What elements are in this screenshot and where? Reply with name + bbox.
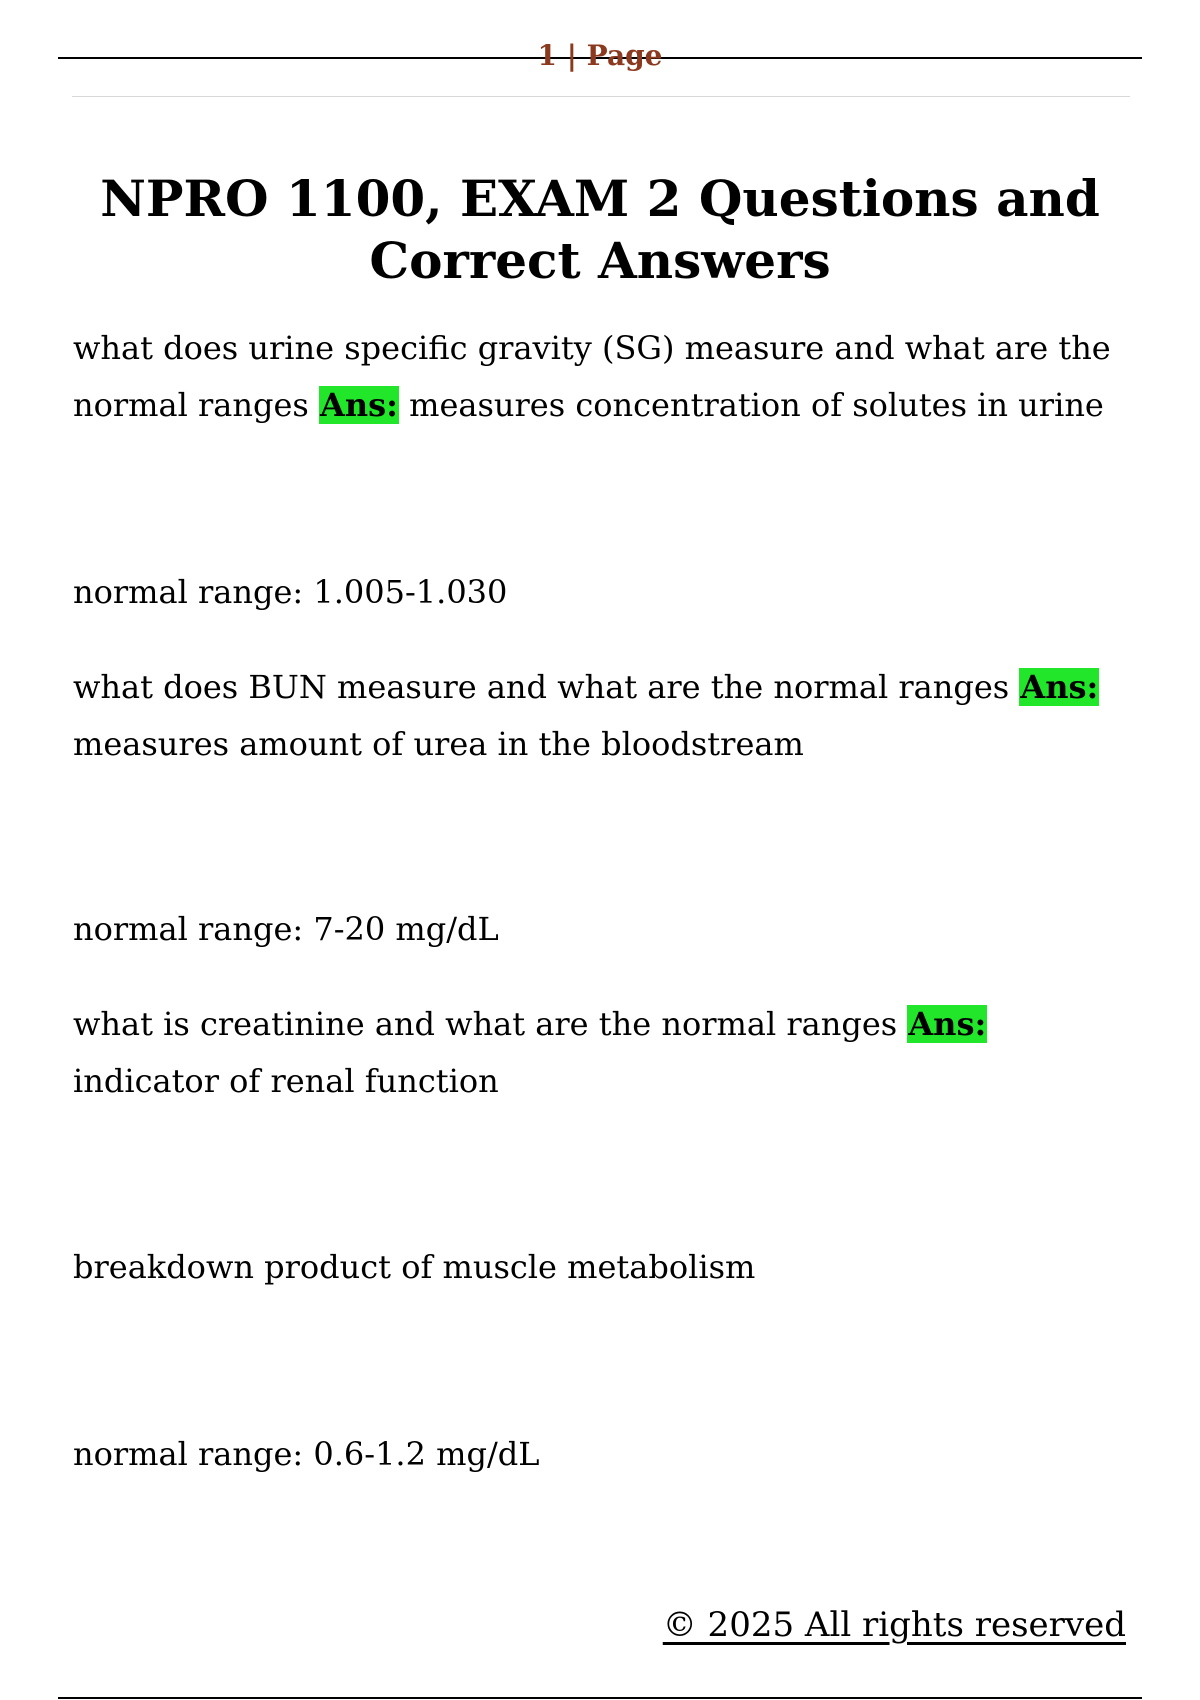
- answer-text: indicator of renal function: [73, 1062, 499, 1100]
- qa-entry-1: [73, 320, 1133, 434]
- question-text: what does BUN measure and what are the normal ranges: [73, 668, 1020, 706]
- qa-entry-3: [73, 996, 1133, 1110]
- qa-entry-2: [73, 659, 1133, 773]
- answer-detail-line: normal range: 0.6-1.2 mg/dL: [73, 1435, 540, 1473]
- answer-text: measures amount of urea in the bloodstream: [73, 725, 804, 763]
- document-title: NPRO 1100, EXAM 2 Questions and Correct Answers: [100, 169, 1100, 290]
- answer-tag: Ans:: [1020, 668, 1099, 706]
- answer-detail-line: normal range: 7-20 mg/dL: [73, 910, 499, 948]
- answer-tag: Ans:: [320, 386, 398, 424]
- answer-text: measures concentration of solutes in urine: [398, 386, 1104, 424]
- copyright-notice: © 2025 All rights reserved: [662, 1605, 1126, 1645]
- question-text: what does urine specific gravity (SG) measure and what are the normal ranges: [73, 329, 1111, 424]
- page-number-label: 1 | Page: [537, 39, 663, 72]
- question-text: what is creatinine and what are the normal ranges: [73, 1005, 908, 1043]
- header-divider: [72, 96, 1130, 97]
- footer-rule: [58, 1697, 1142, 1699]
- answer-tag: Ans:: [908, 1005, 987, 1043]
- answer-detail-line: breakdown product of muscle metabolism: [73, 1248, 756, 1286]
- answer-detail-line: normal range: 1.005-1.030: [73, 573, 508, 611]
